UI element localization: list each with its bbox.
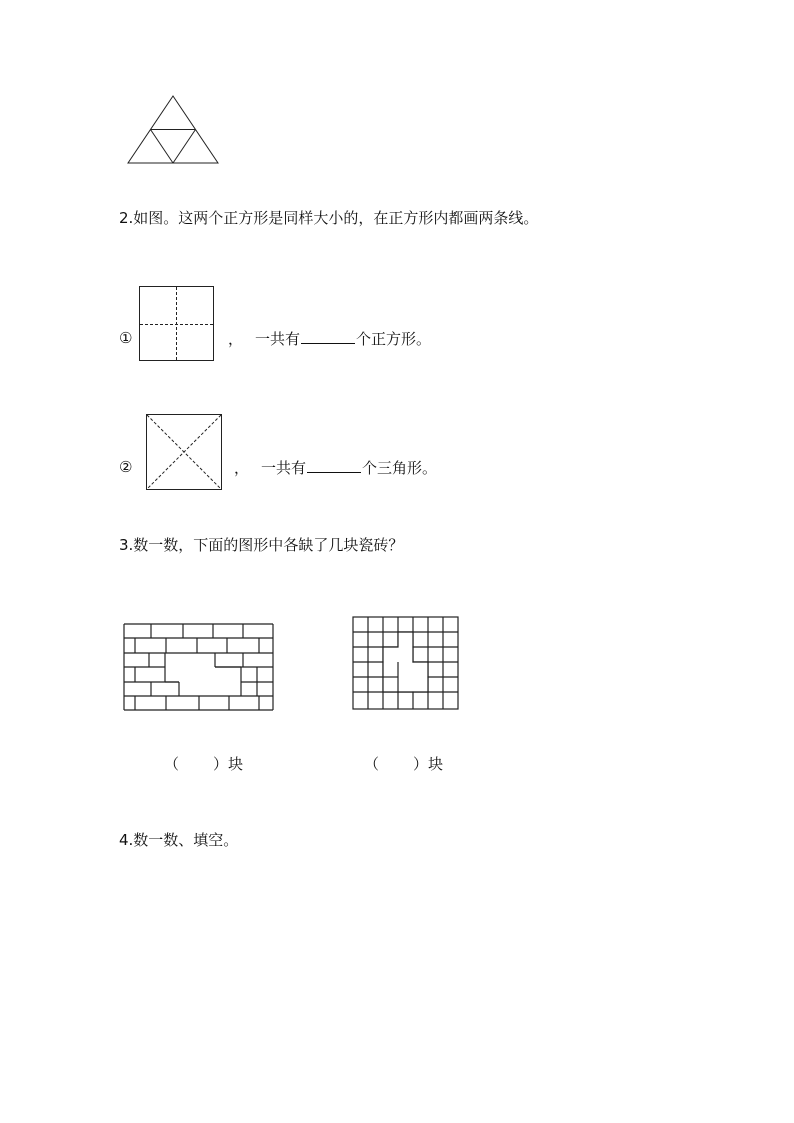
- answer-2-close: ）块: [413, 755, 444, 773]
- item-2-answer-blank[interactable]: [307, 460, 361, 473]
- item-1-sentence: [228, 331, 431, 347]
- item-1-comma: ，: [228, 330, 244, 348]
- brick-wall-missing-tiles-figure: [123, 623, 275, 711]
- square-with-cross-lines-figure: [139, 286, 215, 362]
- question-4-title: 4.数一数、填空。: [119, 831, 239, 849]
- answer-1-close: ）块: [213, 755, 244, 773]
- answer-1: [164, 757, 243, 772]
- item-1-answer-blank[interactable]: [301, 331, 355, 344]
- item-1-marker: ①: [119, 329, 133, 347]
- item-2-marker: ②: [119, 458, 133, 476]
- answer-2-open: （: [364, 755, 380, 773]
- square-tile-grid-missing-figure: [352, 616, 460, 712]
- item-1-suffix: 个正方形。: [356, 330, 432, 348]
- square-with-diagonals-figure: [146, 414, 223, 491]
- item-2-suffix: 个三角形。: [362, 459, 438, 477]
- item-2-prefix: 一共有: [261, 459, 307, 477]
- question-3-title: 3.数一数，下面的图形中各缺了几块瓷砖？: [119, 536, 404, 554]
- subdivided-triangle-figure: [126, 95, 220, 165]
- item-2-sentence: [234, 460, 437, 476]
- question-2-title: 2.如图。这两个正方形是同样大小的，在正方形内都画两条线。: [119, 209, 539, 227]
- item-2-comma: ，: [234, 459, 250, 477]
- item-1-prefix: 一共有: [255, 330, 301, 348]
- answer-2: [364, 757, 443, 772]
- answer-1-open: （: [164, 755, 180, 773]
